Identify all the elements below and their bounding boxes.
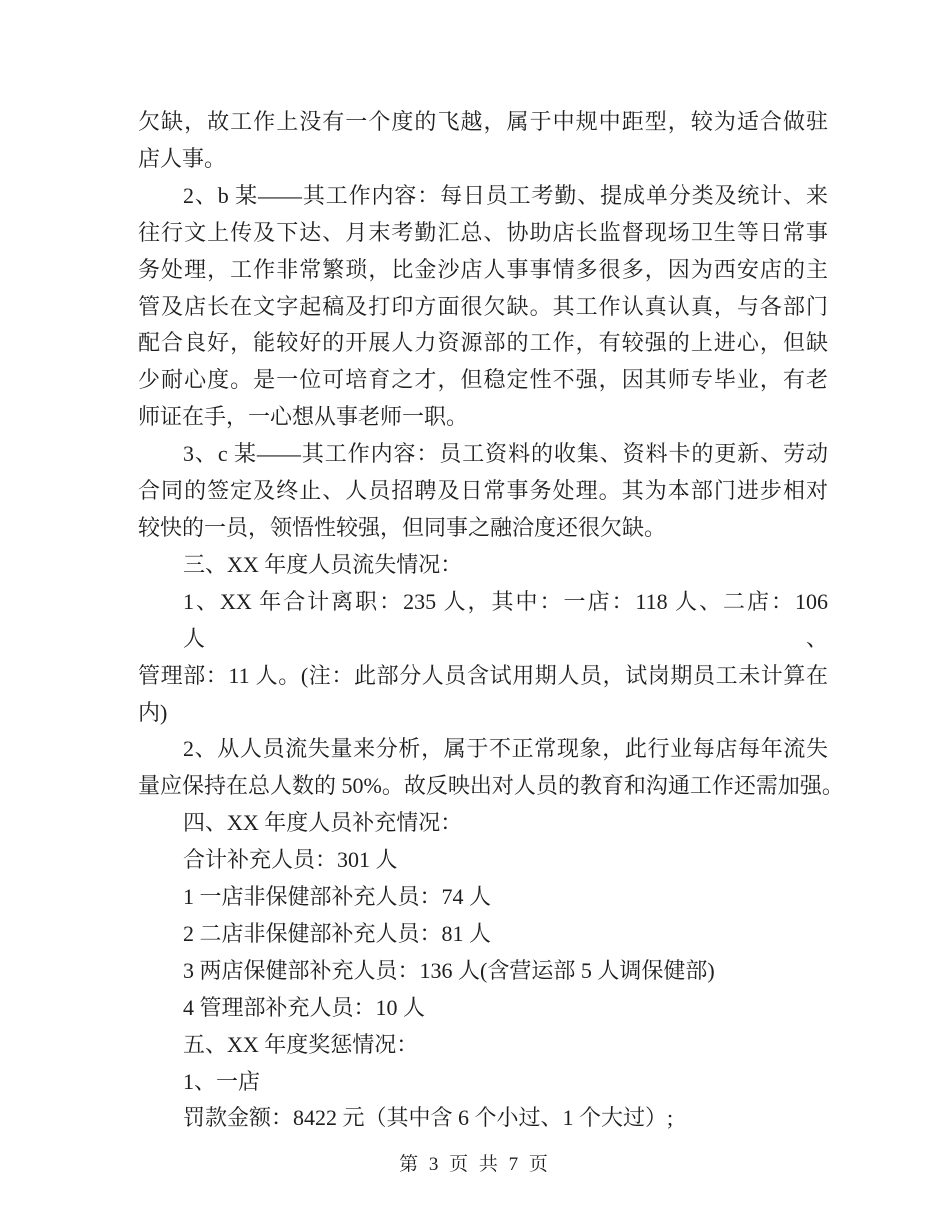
text-line: 1、XX 年合计离职：235 人，其中：一店：118 人、二店：106 人、 [183, 588, 828, 651]
text-line: 2 二店非保健部补充人员：81 人 [183, 920, 492, 946]
text-line: 2、从人员流失量来分析，属于不正常现象，此行业每店每年流失 [183, 736, 828, 762]
text-line: 管及店长在文字起稿及打印方面很欠缺。其工作认真认真，与各部门 [138, 293, 828, 319]
text-line: 3 两店保健部补充人员：136 人(含营运部 5 人调保健部) [183, 957, 715, 983]
text-line: 3、c 某——其工作内容：员工资料的收集、资料卡的更新、劳动 [183, 441, 828, 467]
text-line: 往行文上传及下达、月末考勤汇总、协助店长监督现场卫生等日常事 [138, 219, 828, 245]
text-line: 四、XX 年度人员补充情况： [183, 810, 463, 836]
text-line: 五、XX 年度奖惩情况： [183, 1031, 419, 1057]
text-line: 三、XX 年度人员流失情况： [183, 551, 463, 577]
text-line: 管理部：11 人。(注：此部分人员含试用期人员，试岗期员工未计算在 [138, 662, 828, 688]
text-line: 合同的签定及终止、人员招聘及日常事务处理。其为本部门进步相对 [138, 478, 828, 504]
text-line: 少耐心度。是一位可培育之才，但稳定性不强，因其师专毕业，有老 [138, 367, 828, 393]
text-line: 罚款金额：8422 元（其中含 6 个小过、1 个大过）; [183, 1105, 674, 1131]
text-line: 师证在手，一心想从事老师一职。 [138, 404, 469, 430]
text-line: 量应保持在总人数的 50%。故反映出对人员的教育和沟通工作还需加强。 [138, 773, 844, 799]
document-body [138, 104, 844, 1137]
text-line: 1、一店 [183, 1068, 261, 1094]
text-line: 合计补充人员：301 人 [183, 847, 398, 873]
text-line: 欠缺，故工作上没有一个度的飞越，属于中规中距型，较为适合做驻 [138, 109, 828, 134]
text-line: 配合良好，能较好的开展人力资源部的工作，有较强的上进心，但缺 [138, 330, 828, 356]
text-line: 较快的一员，领悟性较强，但同事之融洽度还很欠缺。 [138, 514, 667, 540]
text-line: 1 一店非保健部补充人员：74 人 [183, 884, 492, 910]
text-line: 4 管理部补充人员：10 人 [183, 994, 426, 1020]
text-line: 务处理，工作非常繁琐，比金沙店人事事情多很多，因为西安店的主 [138, 256, 828, 282]
text-line: 内) [138, 699, 168, 725]
text-line: 2、b 某——其工作内容：每日员工考勤、提成单分类及统计、来 [183, 182, 828, 208]
text-line: 店人事。 [138, 145, 227, 171]
page-number-footer: 第 3 页 共 7 页 [399, 1154, 551, 1175]
